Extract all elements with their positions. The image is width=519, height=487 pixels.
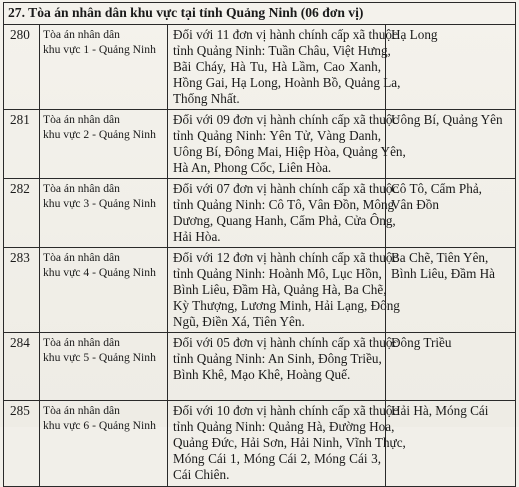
court-name-cell <box>40 25 168 110</box>
desc-line: Đối với 12 đơn vị hành chính cấp xã thuộc <box>173 250 399 265</box>
row-number: 282 <box>4 179 40 248</box>
court-name-line2: khu vực 3 - Quảng Ninh <box>43 196 156 210</box>
desc-line: tỉnh Quảng Ninh: Tuần Châu, Việt Hưng, <box>173 43 391 58</box>
court-name-line1: Tòa án nhân dân <box>43 113 120 126</box>
desc-line: tỉnh Quảng Ninh: Yên Tử, Vàng Danh, <box>173 128 381 143</box>
jurisdiction-cell <box>168 401 406 487</box>
court-name-line1: Tòa án nhân dân <box>43 336 120 349</box>
jurisdiction-cell <box>168 25 401 110</box>
court-name-line2: khu vực 4 - Quảng Ninh <box>43 265 156 279</box>
desc-line: tỉnh Quảng Ninh: Hoành Mô, Lục Hồn, <box>173 266 382 281</box>
desc-line: Hồng Gai, Hạ Long, Hoành Bồ, Quảng La, <box>173 75 401 90</box>
location-cell: Uông Bí, Quảng Yên <box>386 110 516 179</box>
jurisdiction-cell <box>168 179 399 248</box>
table-row <box>4 401 516 487</box>
jurisdiction-cell <box>168 110 406 179</box>
row-number: 284 <box>4 333 40 401</box>
desc-line: tỉnh Quảng Ninh: An Sinh, Đông Triều, <box>173 351 382 366</box>
table-row <box>4 25 516 110</box>
location-cell: Hải Hà, Móng Cái <box>386 401 516 487</box>
table-row <box>4 248 516 333</box>
table-row <box>4 110 516 179</box>
court-name-line1: Tòa án nhân dân <box>43 28 120 41</box>
desc-line: Thống Nhất. <box>173 91 240 106</box>
desc-line: Đối với 09 đơn vị hành chính cấp xã thuộc <box>173 112 399 127</box>
court-name-cell <box>40 401 168 487</box>
row-number: 285 <box>4 401 40 487</box>
location-line1: Cô Tô, Cẩm Phả, <box>391 181 482 196</box>
jurisdiction-cell <box>168 333 399 401</box>
table-row <box>4 333 516 401</box>
desc-line: Đối với 07 đơn vị hành chính cấp xã thuộc <box>173 181 399 196</box>
court-name-line2: khu vực 6 - Quảng Ninh <box>43 418 156 432</box>
desc-line: Hải Hòa. <box>173 229 221 244</box>
row-number: 281 <box>4 110 40 179</box>
desc-line: Móng Cái 1, Móng Cái 2, Móng Cái 3, <box>173 451 381 466</box>
location-line2: Vân Đồn <box>391 197 439 212</box>
court-name-cell <box>40 248 168 333</box>
court-name-cell <box>40 110 168 179</box>
row-number: 280 <box>4 25 40 110</box>
court-name-line1: Tòa án nhân dân <box>43 251 120 264</box>
court-name-line2: khu vực 1 - Quảng Ninh <box>43 42 156 56</box>
desc-line: Quảng Đức, Hải Sơn, Hải Ninh, Vĩnh Thực, <box>173 435 406 450</box>
location-cell <box>386 248 516 333</box>
row-number: 283 <box>4 248 40 333</box>
desc-line: Hà An, Phong Cốc, Liên Hòa. <box>173 160 332 175</box>
desc-line: Đối với 05 đơn vị hành chính cấp xã thuộc <box>173 335 399 350</box>
section-header-row <box>4 3 516 25</box>
court-table <box>3 2 516 487</box>
court-name-cell <box>40 333 168 401</box>
desc-line: Đối với 11 đơn vị hành chính cấp xã thuộc <box>173 27 398 42</box>
desc-line: tỉnh Quảng Ninh: Cô Tô, Vân Đồn, Mông <box>173 197 395 212</box>
desc-line: Đối với 10 đơn vị hành chính cấp xã thuộc <box>173 403 399 418</box>
location-line1: Ba Chẽ, Tiên Yên, <box>391 250 489 265</box>
location-cell: Hạ Long <box>386 25 516 110</box>
court-name-line1: Tòa án nhân dân <box>43 182 120 195</box>
desc-line: Bình Khê, Mạo Khê, Hoàng Quế. <box>173 367 351 382</box>
desc-line: Bãi Cháy, Hà Tu, Hà Lầm, Cao Xanh, <box>173 59 381 74</box>
desc-line: Uông Bí, Đông Mai, Hiệp Hòa, Quảng Yên, <box>173 144 406 159</box>
desc-line: Dương, Quang Hanh, Cẩm Phả, Cửa Ông, <box>173 213 396 228</box>
court-name-line2: khu vực 2 - Quảng Ninh <box>43 127 156 141</box>
desc-line: Kỳ Thượng, Lương Minh, Hải Lạng, Đông <box>173 298 400 313</box>
court-name-line2: khu vực 5 - Quảng Ninh <box>43 350 156 364</box>
desc-line: Ngũ, Điền Xá, Tiên Yên. <box>173 314 305 329</box>
location-cell <box>386 179 516 248</box>
location-line2: Bình Liêu, Đầm Hà <box>391 266 496 281</box>
court-name-cell <box>40 179 168 248</box>
table-row <box>4 179 516 248</box>
desc-line: Cái Chiên. <box>173 467 230 482</box>
section-title: 27. Tòa án nhân dân khu vực tại tỉnh Quảng Ninh (06 đơn vị) <box>4 3 516 25</box>
court-name-line1: Tòa án nhân dân <box>43 404 120 417</box>
desc-line: Bình Liêu, Đầm Hà, Quảng Hà, Ba Chẽ, <box>173 282 387 297</box>
desc-line: tỉnh Quảng Ninh: Quảng Hà, Đường Hoa, <box>173 419 395 434</box>
location-cell: Đông Triều <box>386 333 516 401</box>
jurisdiction-cell <box>168 248 400 333</box>
